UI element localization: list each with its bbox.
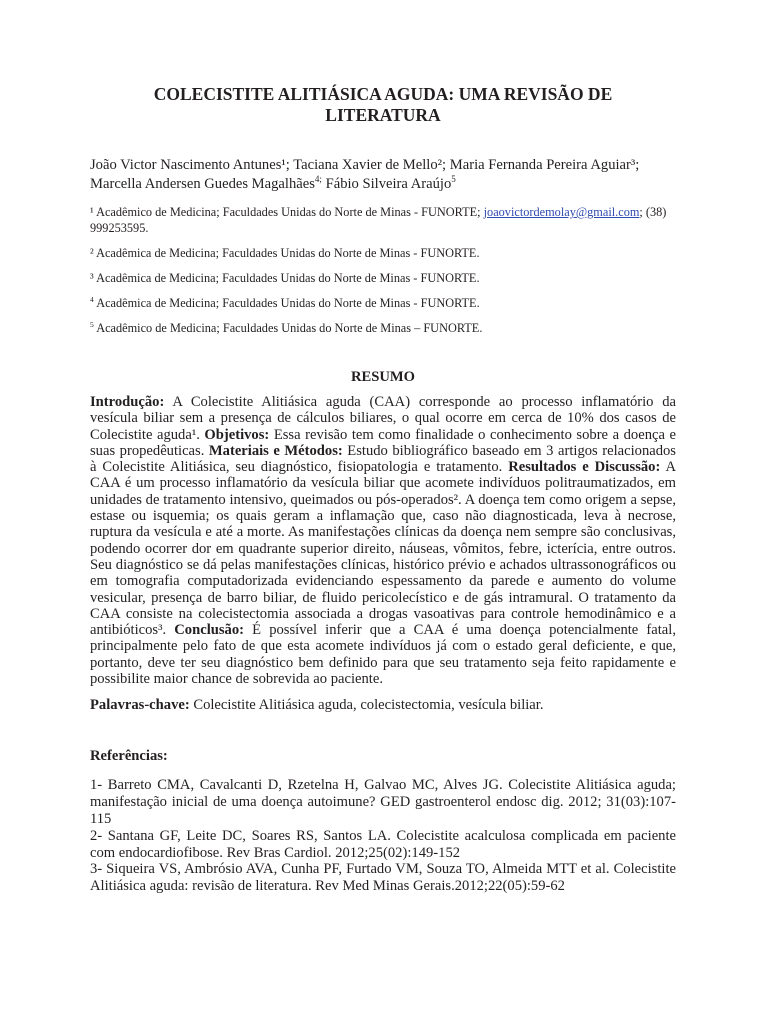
keywords-label: Palavras-chave: (90, 697, 190, 714)
author-separator: ; (285, 157, 294, 173)
affiliation-1-text: ¹ Acadêmico de Medicina; Faculdades Unidas do Norte de Minas - FUNORTE; (90, 205, 484, 219)
references-list (90, 777, 676, 895)
author-5: Fábio Silveira Araújo (325, 176, 452, 192)
objectives-label: Objetivos: (204, 426, 270, 443)
affiliation-4-text: Acadêmica de Medicina; Faculdades Unidas do Norte de Minas - FUNORTE. (93, 296, 480, 310)
author-email-link[interactable]: joaovictordemolay@gmail.com (483, 205, 640, 219)
affiliation-5-superscript: 5 (90, 319, 94, 329)
author-5-superscript: 5 (451, 174, 456, 185)
affiliation-2: ² Acadêmica de Medicina; Faculdades Unidas do Norte de Minas - FUNORTE. (90, 246, 480, 260)
author-4-superscript: 4; (314, 174, 322, 185)
abstract-heading: RESUMO (350, 369, 416, 385)
paper-title: COLECISTITE ALITIÁSICA AGUDA: UMA REVISÃO DE LITERATURA (153, 84, 613, 125)
author-4: Marcella Andersen Guedes Magalhães (90, 176, 315, 192)
reference-item: 1- Barreto CMA, Cavalcanti D, Rzetelna H, Galvao MC, Alves JG. Colecistite Alitiásica aguda; manifestação inicial de uma doença autoimune? GED gastroenterol endosc dig. 2012; 31(03):107-115 (90, 777, 676, 827)
affiliation-5 (90, 320, 676, 336)
results-label: Resultados e Discussão: (508, 459, 661, 476)
keywords (90, 697, 676, 714)
affiliation-1 (90, 204, 676, 236)
affiliation-4 (90, 295, 676, 311)
author-separator: ; (635, 157, 640, 173)
affiliation-3: ³ Acadêmica de Medicina; Faculdades Unidas do Norte de Minas - FUNORTE. (90, 271, 480, 285)
reference-item: 2- Santana GF, Leite DC, Soares RS, Santos LA. Colecistite acalculosa complicada em paciente com endocardiofibose. Rev Bras Cardiol. 2012;25(02):149-152 (90, 827, 676, 861)
author-list (90, 156, 676, 194)
methods-label: Materiais e Métodos: (208, 442, 343, 459)
references-heading: Referências: (90, 748, 168, 765)
author-1: João Victor Nascimento Antunes¹ (90, 157, 286, 173)
objectives-text: Essa revisão tem como finalidade o conhecimento sobre a doença e suas propedêuticas. (90, 426, 676, 459)
affiliation-5-text: Acadêmico de Medicina; Faculdades Unidas do Norte de Minas – FUNORTE. (93, 321, 483, 335)
intro-text: A Colecistite Alitiásica aguda (CAA) corresponde ao processo inflamatório da vesícula biliar sem a presença de cálculos biliares, o qual ocorre em cerca de 10% dos casos de Colecistite aguda¹. (90, 394, 676, 443)
abstract-body (90, 394, 676, 687)
affiliation-1-phone: ; (38) 999253595. (90, 205, 667, 235)
results-text: A CAA é um processo inflamatório da vesícula biliar que acomete indivíduos politraumatizados, em unidades de tratamento intensivo, queimados ou pós-operados². A doença tem como origem a sepse, estase ou isquemia; os quais geram a inflamação que, caso não diagnosticada, leva à necrose, ruptura da vesícula e até a morte. As manifestações clínicas da doença nem sempre são conclusivas, podendo ocorrer dor em quadrante superior direito, náuseas, vômitos, febre, icterícia, entre outros. Seu diagnóstico se dá pelas manifestações clínicas, histórico prévio e achados ultrassonográficos ou em tomografia computadorizada evidenciando espessamento da parede e aumento do volume vesicular, presença de barro biliar, de fluido pericolecístico e de gás intramural. O tratamento da CAA consiste na colecistectomia associada a drogas vasoativas para controle hemodinâmico e a antibióticos³. (90, 459, 676, 639)
reference-item: 3- Siqueira VS, Ambrósio AVA, Cunha PF, Furtado VM, Souza TO, Almeida MTT et al. Colecistite Alitiásica aguda: revisão de literatura. Rev Med Minas Gerais.2012;22(05):59-62 (90, 861, 676, 895)
conclusion-label: Conclusão: (174, 622, 244, 639)
author-2: Taciana Xavier de Mello² (293, 157, 443, 173)
author-separator: ; (442, 157, 450, 173)
author-3: Maria Fernanda Pereira Aguiar³ (449, 157, 636, 173)
methods-text: Estudo bibliográfico baseado em 3 artigos relacionados à Colecistite Alitiásica, seu diagnóstico, fisiopatologia e tratamento. (90, 442, 676, 476)
conclusion-text: É possível inferir que a CAA é uma doença potencialmente fatal, principalmente pelo fato de que esta acomete indivíduos já com o estado geral deficiente, e que, portanto, deve ter seu diagnóstico bem definido para que seu tratamento seja feito rapidamente e possibilite maior chance de sobrevida ao paciente. (90, 622, 676, 688)
keywords-text: Colecistite Alitiásica aguda, colecistectomia, vesícula biliar. (189, 697, 544, 714)
affiliation-4-superscript: 4 (90, 294, 94, 304)
intro-label: Introdução: (90, 394, 165, 410)
